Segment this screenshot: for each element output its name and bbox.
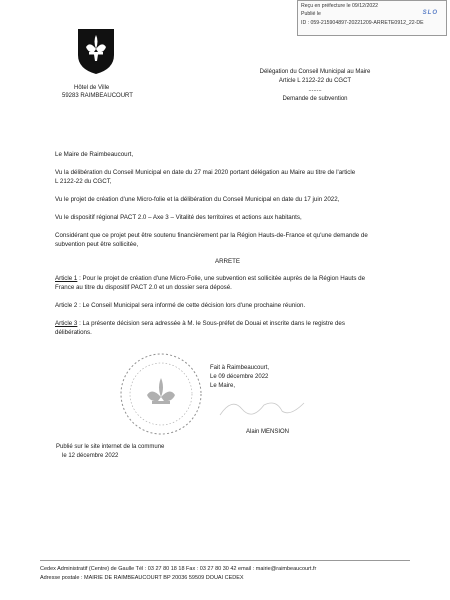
arrete-heading: ARRETE (214, 258, 241, 265)
considering-paragraph (55, 231, 400, 249)
article-2-label: Article 2 (55, 302, 78, 309)
footer-contact-line: Cedex Administratif (Centre) de Gaulle Tél : 03 27 80 18 18 Fax : 03 27 80 30 42 email : mairie@raimbeaucourt.fr (40, 566, 317, 572)
article-1-text-line2: France au titre du dispositif PACT 2.0 et un dossier sera déposé. (55, 284, 232, 291)
town-postal-label: 59283 RAIMBEAUCOURT (62, 93, 133, 99)
whereas-deliberation-line2: L 2122-22 du CGCT, (55, 178, 112, 185)
signature-place: Fait à Raimbeaucourt, (210, 365, 270, 371)
article-3 (55, 319, 400, 337)
footer-divider (40, 560, 410, 561)
whereas-project: Vu le projet de création d'une Micro-folie et la délibération du Conseil Municipal en date du 17 juin 2022, (55, 196, 340, 203)
article-1-label: Article 1 (55, 275, 78, 282)
publication-line1: Publié sur le site internet de la commune (56, 444, 165, 450)
signature-date: Le 09 décembre 2022 (210, 374, 269, 380)
article-3-text-line2: délibérations. (55, 329, 92, 336)
article-1 (55, 274, 400, 292)
footer (40, 565, 420, 583)
considering-line1: Considérant que ce projet peut être soutenu financièrement par la Région Hauts-de-France et qu'une demande de (55, 232, 368, 239)
prefecture-reception-stamp (297, 0, 447, 36)
decision-title-block (225, 68, 405, 104)
town-crest-icon (76, 27, 116, 75)
document-body (55, 150, 400, 337)
slo-logo: SLO (422, 10, 438, 16)
title-line-subject: Demande de subvention (282, 96, 348, 102)
whereas-deliberation-line1: Vu la délibération du Conseil Municipal en date du 27 mai 2020 portant délégation au Maire au titre de l'article (55, 169, 356, 176)
handwritten-signature-icon (212, 393, 322, 421)
title-separator: ........ (308, 87, 322, 93)
stamp-id-line: ID : 059-215904897-20221209-ARRETE0912_22-DE (301, 19, 424, 26)
considering-line2: subvention peut être sollicitée, (55, 241, 139, 248)
article-2 (55, 301, 400, 310)
article-2-text: : Le Conseil Municipal sera informé de cette décision lors d'une prochaine réunion. (77, 302, 306, 309)
official-seal-icon (118, 351, 204, 437)
town-hall-label: Hôtel de Ville (74, 85, 110, 91)
title-line-article: Article L 2122-22 du CGCT (278, 78, 352, 84)
whereas-scheme: Vu le dispositif régional PACT 2.0 – Axe 3 – Vitalité des territoires et actions aux habitants, (55, 214, 302, 221)
signature-role: Le Maire, (210, 383, 236, 389)
title-line-delegation: Délégation du Conseil Municipal au Maire (259, 69, 371, 75)
stamp-published-line: Publié le (301, 11, 321, 18)
whereas-deliberation (55, 168, 400, 186)
article-1-text: : Pour le projet de création d'une Micro-Folie, une subvention est sollicitée auprès de la Région Hauts de (77, 275, 366, 282)
publication-date: le 12 décembre 2022 (62, 453, 119, 459)
signature-block (210, 364, 330, 391)
mayor-intro: Le Maire de Raimbeaucourt, (55, 151, 134, 158)
article-3-label: Article 3 (55, 320, 78, 327)
publication-notice (56, 443, 226, 461)
article-3-text: : La présente décision sera adressée à M. le Sous-préfet de Douai et inscrite dans le registre des (77, 320, 345, 327)
mayor-name: Alain MENSION (246, 429, 290, 435)
stamp-received-line: Reçu en préfecture le 09/12/2022 (301, 3, 379, 9)
footer-postal-line: Adresse postale : MAIRIE DE RAIMBEAUCOURT BP 20036 59509 DOUAI CEDEX (40, 575, 244, 581)
town-address (62, 84, 142, 100)
